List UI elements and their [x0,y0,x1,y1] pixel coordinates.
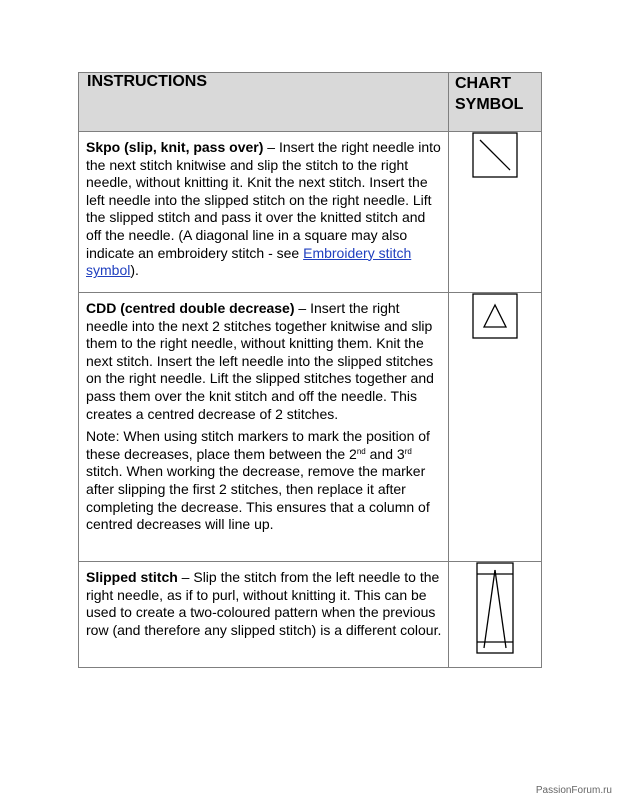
skpo-text-end: ). [130,262,139,279]
table-row [79,132,542,293]
slipped-stitch-text: – Slip the stitch from the left needle to the right needle, as if to purl, without knitting it. This can be used to create a two-coloured pattern when the previous row (and therefore any slipped stitch) is a different colour. [86,569,442,638]
skpo-instructions [79,132,449,293]
cdd-note-part3: stitch. When working the decrease, remove the marker after slipping the first 2 stitches, then replace it after completing the decrease. This ensures that a column of centred decreases will line up. [86,463,430,533]
stitch-table [78,72,542,668]
slipped-stitch-term: Slipped stitch [86,569,178,585]
table-header-row [79,73,542,132]
cdd-term: CDD (centred double decrease) [86,300,295,316]
cdd-note-sup2: rd [404,446,412,456]
skpo-term: Skpo (slip, knit, pass over) [86,139,264,155]
chart-symbol-header [449,73,542,132]
triangle-square-icon [472,293,518,339]
cdd-instructions [79,293,449,562]
cdd-note-part2: and 3 [365,445,405,462]
chart-symbol-header-line1: CHART [455,75,511,92]
table-row [79,562,542,668]
cdd-note-sup1: nd [356,446,366,456]
slipped-stitch-symbol-cell [449,562,542,668]
table-row [79,293,542,562]
skpo-text: – Insert the right needle into the next stitch knitwise and slip the stitch to the right needle, without knitting it. Knit the next stitch. Insert the left needle into the slipped stitch on the right needle. Lift the slipped stitch and pass it over the knitted stitch and off the needle. (A diagonal line in a square may also indicate an embroidery stitch - see [86,139,441,261]
footer-watermark: PassionForum.ru [535,785,612,796]
cdd-symbol-cell [449,293,542,562]
cdd-note-part1: Note: When using stitch markers to mark the position of these decreases, place them between the 2 [86,428,430,462]
slipped-stitch-instructions [79,562,449,668]
cdd-note [86,428,442,534]
embroidery-stitch-symbol-link[interactable]: Embroidery stitch symbol [86,244,412,279]
cdd-text: – Insert the right needle into the next 2 stitches together knitwise and slip them to the right needle, without knitting them. Knit the next stitch. Insert the left needle into the slipped stitches on the right needle. Lift the slipped stitches together and pass them over the knit stitch and off the needle. This creates a centred decrease of 2 stitches. [86,300,434,422]
diagonal-square-icon [472,132,518,178]
skpo-symbol-cell [449,132,542,293]
chart-symbol-header-line2: SYMBOL [455,96,524,113]
slipped-stitch-icon [476,562,514,654]
instructions-header: INSTRUCTIONS [79,73,449,132]
